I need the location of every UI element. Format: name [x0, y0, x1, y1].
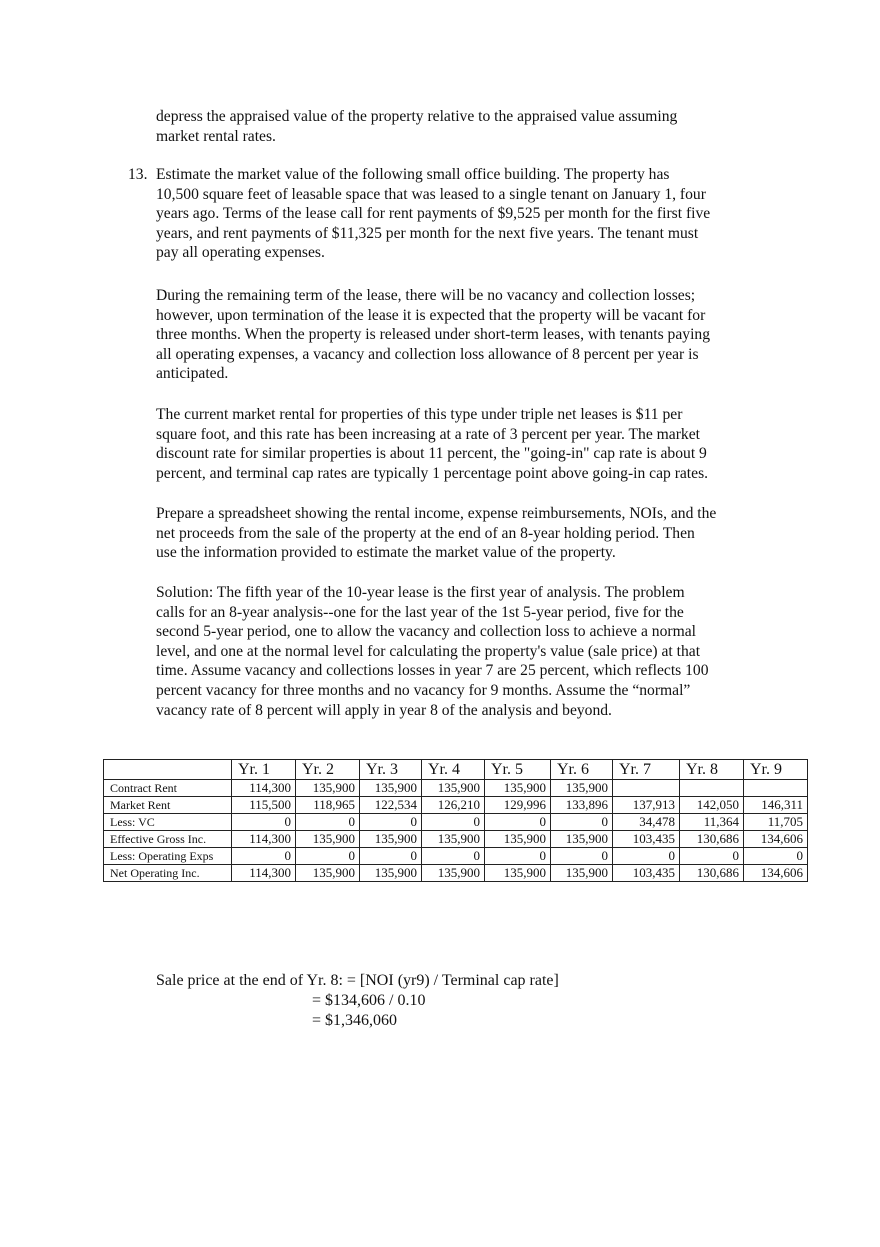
table-cell: 130,686 — [680, 865, 744, 882]
table-cell: 103,435 — [613, 865, 680, 882]
table-cell: 0 — [551, 848, 613, 865]
table-cell: 142,050 — [680, 797, 744, 814]
table-header-blank — [104, 760, 232, 780]
table-header-cell: Yr. 3 — [360, 760, 422, 780]
cash-flow-table — [103, 759, 808, 882]
table-cell: 126,210 — [422, 797, 485, 814]
table-cell: 0 — [232, 814, 296, 831]
table-cell: 133,896 — [551, 797, 613, 814]
problem-13-paragraph: Estimate the market value of the following small office building. The property has 10,500 square feet of leasable space that was leased to a single tenant on January 1, four years ago. Terms of the lease call for rent payments of $9,525 per month for the first five years, and rent payments of $11,325 per month for the next five years. The tenant must pay all operating expenses. — [156, 166, 711, 262]
table-cell: 0 — [485, 848, 551, 865]
intro-paragraph: depress the appraised value of the property relative to the appraised value assuming market rental rates. — [156, 108, 678, 145]
table-header-cell: Yr. 5 — [485, 760, 551, 780]
sale-price-line-1: Sale price at the end of Yr. 8: = [NOI (yr9) / Terminal cap rate] — [156, 972, 559, 989]
problem-number: 13. — [128, 166, 148, 183]
table-cell: 11,705 — [744, 814, 808, 831]
prepare-paragraph: Prepare a spreadsheet showing the rental income, expense reimbursements, NOIs, and the net proceeds from the sale of the property at the end of an 8-year holding period. Then use the information provided to estimate the market value of the property. — [156, 505, 717, 562]
table-cell: 135,900 — [485, 865, 551, 882]
row-label: Market Rent — [104, 797, 232, 814]
table-cell: 135,900 — [422, 831, 485, 848]
sale-price-line-3: = $1,346,060 — [312, 1012, 398, 1029]
table-cell: 135,900 — [360, 780, 422, 797]
table-header-cell: Yr. 2 — [296, 760, 360, 780]
table-cell: 135,900 — [551, 831, 613, 848]
table-header-cell: Yr. 9 — [744, 760, 808, 780]
table-cell: 135,900 — [360, 865, 422, 882]
table-cell: 135,900 — [485, 831, 551, 848]
vacancy-paragraph: During the remaining term of the lease, there will be no vacancy and collection losses; however, upon termination of the lease it is expected that the property will be vacant for three months. When the property is released under short-term leases, with tenants paying all operating expenses, a vacancy and collection loss allowance of 8 percent per year is anticipated. — [156, 287, 710, 383]
table-cell: 0 — [296, 814, 360, 831]
table-cell: 134,606 — [744, 831, 808, 848]
table-cell: 0 — [744, 848, 808, 865]
table-cell: 135,900 — [485, 780, 551, 797]
table-cell: 0 — [296, 848, 360, 865]
table-cell: 114,300 — [232, 831, 296, 848]
row-label: Less: Operating Exps — [104, 848, 232, 865]
table-header-cell: Yr. 8 — [680, 760, 744, 780]
table-cell: 146,311 — [744, 797, 808, 814]
table-row — [104, 814, 808, 831]
table-header-cell: Yr. 4 — [422, 760, 485, 780]
table-header-row — [104, 760, 808, 780]
table-cell: 135,900 — [551, 780, 613, 797]
table-cell — [744, 780, 808, 797]
table-cell: 135,900 — [422, 780, 485, 797]
table-cell: 118,965 — [296, 797, 360, 814]
table-cell — [613, 780, 680, 797]
table-cell — [680, 780, 744, 797]
row-label: Effective Gross Inc. — [104, 831, 232, 848]
table-row — [104, 780, 808, 797]
table-cell: 137,913 — [613, 797, 680, 814]
table-row — [104, 831, 808, 848]
table-cell: 103,435 — [613, 831, 680, 848]
table-cell: 0 — [485, 814, 551, 831]
table-cell: 135,900 — [296, 865, 360, 882]
table-cell: 115,500 — [232, 797, 296, 814]
table-body — [104, 780, 808, 882]
market-paragraph: The current market rental for properties of this type under triple net leases is $11 per square foot, and this rate has been increasing at a rate of 3 percent per year. The market discount rate for similar properties is about 11 percent, the "going-in" cap rate is about 9 percent, and terminal cap rates are typically 1 percentage point above going-in cap rates. — [156, 406, 709, 482]
table-cell: 135,900 — [422, 865, 485, 882]
table-cell: 135,900 — [551, 865, 613, 882]
table-cell: 0 — [360, 848, 422, 865]
table-cell: 0 — [551, 814, 613, 831]
table-cell: 0 — [613, 848, 680, 865]
table-cell: 114,300 — [232, 865, 296, 882]
table-cell: 34,478 — [613, 814, 680, 831]
table-row — [104, 797, 808, 814]
table-row — [104, 848, 808, 865]
table-cell: 0 — [360, 814, 422, 831]
table-header-cell: Yr. 7 — [613, 760, 680, 780]
row-label: Contract Rent — [104, 780, 232, 797]
table-cell: 130,686 — [680, 831, 744, 848]
sale-price-line-2: = $134,606 / 0.10 — [312, 992, 426, 1009]
table-cell: 129,996 — [485, 797, 551, 814]
table-cell: 0 — [680, 848, 744, 865]
table-cell: 0 — [422, 848, 485, 865]
table-cell: 11,364 — [680, 814, 744, 831]
table-cell: 134,606 — [744, 865, 808, 882]
table-row — [104, 865, 808, 882]
table-header-cell: Yr. 6 — [551, 760, 613, 780]
table-header-cell: Yr. 1 — [232, 760, 296, 780]
table-cell: 122,534 — [360, 797, 422, 814]
table-cell: 135,900 — [296, 831, 360, 848]
table-cell: 0 — [422, 814, 485, 831]
table-cell: 0 — [232, 848, 296, 865]
table-cell: 135,900 — [360, 831, 422, 848]
row-label: Net Operating Inc. — [104, 865, 232, 882]
table-cell: 135,900 — [296, 780, 360, 797]
row-label: Less: VC — [104, 814, 232, 831]
table-cell: 114,300 — [232, 780, 296, 797]
solution-paragraph: Solution: The fifth year of the 10-year lease is the first year of analysis. The problem calls for an 8-year analysis--one for the last year of the 1st 5-year period, five for the second 5-year period, one to allow the vacancy and collection loss to achieve a normal level, and one at the normal level for calculating the property's value (sale price) at that time. Assume vacancy and collections losses in year 7 are 25 percent, which reflects 100 percent vacancy for three months and no vacancy for 9 months. Assume the “normal” vacancy rate of 8 percent will apply in year 8 of the analysis and beyond. — [156, 584, 709, 719]
